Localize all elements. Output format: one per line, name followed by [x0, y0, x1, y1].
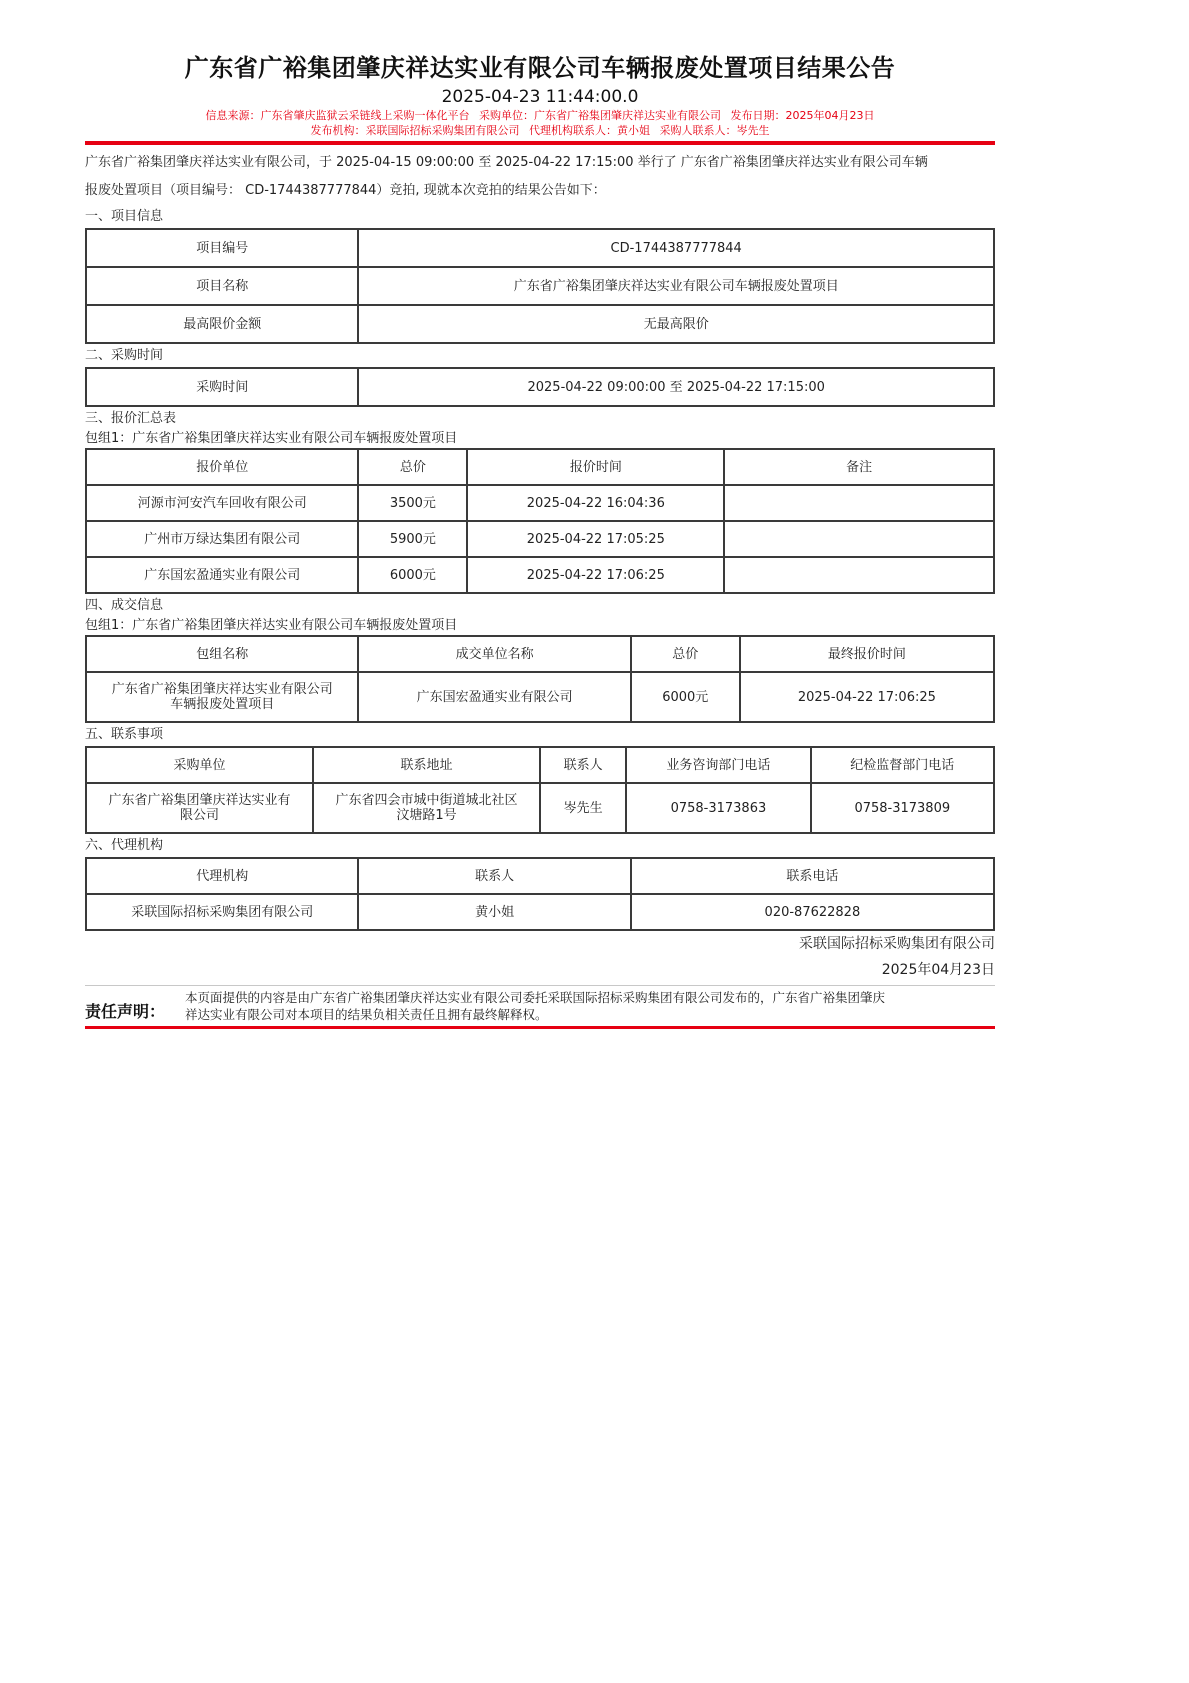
table-header-row: [86, 747, 994, 783]
col-header: 业务咨询部门电话: [626, 747, 810, 783]
section-quotes: 三、报价汇总表: [85, 411, 177, 426]
col-header: 报价单位: [86, 449, 358, 485]
meta-agency-contact: 代理机构联系人：黄小姐: [529, 124, 650, 137]
intro-line-2: 报废处置项目（项目编号： CD-1744387777844）竞拍, 现就本次竞拍的结果公告如下：: [85, 183, 606, 198]
table-header-row: [86, 858, 994, 894]
col-header: 代理机构: [86, 858, 358, 894]
quote-time: 2025-04-22 16:04:36: [467, 485, 724, 521]
project-no-label: 项目编号: [86, 229, 358, 267]
meta-source: 信息来源：广东省肇庆监狱云采链线上采购一体化平台: [205, 109, 470, 122]
table-row: [86, 267, 994, 305]
price-cap-label: 最高限价金额: [86, 305, 358, 343]
contact-table: [85, 746, 995, 834]
publish-time: 2025-04-23 11:44:00.0: [441, 87, 639, 107]
col-header: 成交单位名称: [358, 636, 630, 672]
contact-unit-line-1: 广东省广裕集团肇庆祥达实业有: [108, 793, 291, 808]
intro-line-1: 广东省广裕集团肇庆祥达实业有限公司，于 2025-04-15 09:00:00 至 2025-04-22 17:15:00 举行了 广东省广裕集团肇庆祥达实业有限公司车辆: [85, 155, 928, 170]
quotes-table: [85, 448, 995, 594]
contact-person: 岑先生: [540, 783, 626, 833]
disclaimer-text: [185, 989, 885, 1023]
table-header-row: [86, 449, 994, 485]
agency-person: 黄小姐: [358, 894, 630, 930]
business-phone: 0758-3173863: [626, 783, 810, 833]
section-project-info: 一、项目信息: [85, 209, 164, 224]
quotes-package: 包组1：广东省广裕集团肇庆祥达实业有限公司车辆报废处置项目: [85, 431, 458, 446]
header-divider: [85, 141, 995, 145]
project-no-value: CD-1744387777844: [358, 229, 994, 267]
quote-note: [724, 521, 994, 557]
page-title: 广东省广裕集团肇庆祥达实业有限公司车辆报废处置项目结果公告: [184, 54, 896, 82]
table-header-row: [86, 636, 994, 672]
deal-package-name: [86, 672, 358, 722]
quote-unit: 广东国宏盈通实业有限公司: [86, 557, 358, 593]
agency-name: 采联国际招标采购集团有限公司: [86, 894, 358, 930]
deal-price: 6000元: [631, 672, 740, 722]
quote-time: 2025-04-22 17:05:25: [467, 521, 724, 557]
col-header: 采购单位: [86, 747, 313, 783]
contact-address-line-2: 汶塘路1号: [396, 808, 457, 823]
meta-agency: 发布机构：采联国际招标采购集团有限公司: [310, 124, 520, 137]
table-row: [86, 229, 994, 267]
deal-winner: 广东国宏盈通实业有限公司: [358, 672, 630, 722]
col-header: 总价: [358, 449, 467, 485]
agency-table: [85, 857, 995, 931]
table-row: [86, 557, 994, 593]
disclaimer: [85, 985, 995, 1023]
purchase-time-value: 2025-04-22 09:00:00 至 2025-04-22 17:15:00: [358, 368, 994, 406]
meta-purchaser-contact: 采购人联系人：岑先生: [659, 124, 770, 137]
table-row: [86, 783, 994, 833]
col-header: 最终报价时间: [740, 636, 994, 672]
project-name-value: 广东省广裕集团肇庆祥达实业有限公司车辆报废处置项目: [358, 267, 994, 305]
signature-org: 采联国际招标采购集团有限公司: [799, 936, 995, 952]
deal-table: [85, 635, 995, 723]
project-info-table: [85, 228, 995, 344]
meta-pub-date: 发布日期：2025年04月23日: [730, 109, 875, 122]
purchase-time-label: 采购时间: [86, 368, 358, 406]
table-row: [86, 894, 994, 930]
contact-address-line-1: 广东省四会市城中街道城北社区: [335, 793, 518, 808]
quote-note: [724, 557, 994, 593]
footer-divider: [85, 1026, 995, 1029]
quote-unit: 广州市万绿达集团有限公司: [86, 521, 358, 557]
section-agency: 六、代理机构: [85, 838, 164, 853]
col-header: 联系地址: [313, 747, 540, 783]
price-cap-value: 无最高限价: [358, 305, 994, 343]
section-contact: 五、联系事项: [85, 727, 164, 742]
contact-unit-line-2: 限公司: [179, 808, 219, 823]
col-header: 总价: [631, 636, 740, 672]
quote-unit: 河源市河安汽车回收有限公司: [86, 485, 358, 521]
project-name-label: 项目名称: [86, 267, 358, 305]
contact-unit: [86, 783, 313, 833]
col-header: 纪检监督部门电话: [811, 747, 994, 783]
col-header: 联系电话: [631, 858, 994, 894]
table-row: [86, 485, 994, 521]
deal-time: 2025-04-22 17:06:25: [740, 672, 994, 722]
quote-time: 2025-04-22 17:06:25: [467, 557, 724, 593]
quote-price: 5900元: [358, 521, 467, 557]
col-header: 联系人: [540, 747, 626, 783]
deal-package-line-1: 广东省广裕集团肇庆祥达实业有限公司: [111, 682, 333, 697]
col-header: 联系人: [358, 858, 630, 894]
audit-phone: 0758-3173809: [811, 783, 994, 833]
announcement-page: [85, 52, 995, 1029]
meta-line-2: [85, 123, 995, 138]
section-purchase-time: 二、采购时间: [85, 348, 164, 363]
col-header: 包组名称: [86, 636, 358, 672]
intro-paragraph: [85, 149, 995, 205]
deal-package-line-2: 车辆报废处置项目: [170, 697, 275, 712]
disclaimer-line-2: 祥达实业有限公司对本项目的结果负相关责任且拥有最终解释权。: [185, 1007, 548, 1022]
col-header: 备注: [724, 449, 994, 485]
purchase-time-table: [85, 367, 995, 407]
deal-package: 包组1：广东省广裕集团肇庆祥达实业有限公司车辆报废处置项目: [85, 618, 458, 633]
table-row: [86, 305, 994, 343]
signature-date: 2025年04月23日: [881, 962, 995, 978]
table-row: [86, 521, 994, 557]
meta-line-1: [85, 108, 995, 123]
quote-price: 3500元: [358, 485, 467, 521]
agency-phone: 020-87622828: [631, 894, 994, 930]
meta-purchaser: 采购单位：广东省广裕集团肇庆祥达实业有限公司: [479, 109, 721, 122]
table-row: [86, 368, 994, 406]
quote-note: [724, 485, 994, 521]
quote-price: 6000元: [358, 557, 467, 593]
section-deal: 四、成交信息: [85, 598, 164, 613]
signature: [85, 931, 995, 983]
disclaimer-label: 责任声明：: [85, 1002, 166, 1021]
table-row: [86, 672, 994, 722]
contact-address: [313, 783, 540, 833]
col-header: 报价时间: [467, 449, 724, 485]
disclaimer-line-1: 本页面提供的内容是由广东省广裕集团肇庆祥达实业有限公司委托采联国际招标采购集团有限公司发布的，广东省广裕集团肇庆: [185, 990, 886, 1005]
